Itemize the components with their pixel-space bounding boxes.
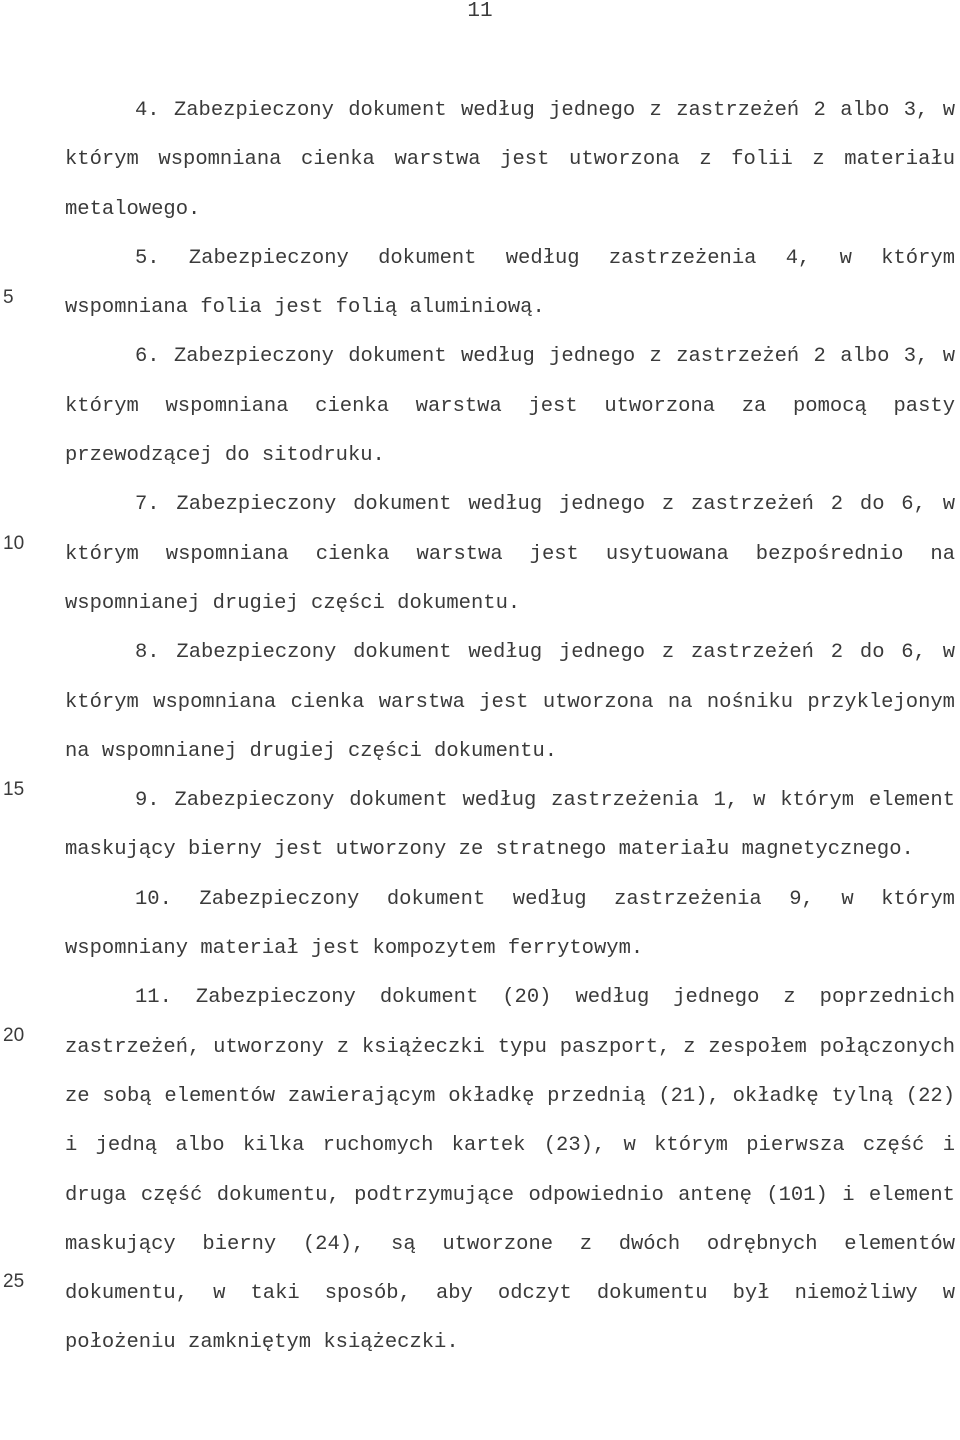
claims-list <box>65 86 955 1368</box>
claim-10: 10. Zabezpieczony dokument według zastrzeżenia 9, w którym wspomniany materiał jest kompozytem ferrytowym. <box>65 887 955 961</box>
line-number-20: 20 <box>3 1025 25 1046</box>
line-number-5: 5 <box>3 287 14 308</box>
claim-7: 7. Zabezpieczony dokument według jednego z zastrzeżeń 2 do 6, w którym wspomniana cienka warstwa jest usytuowana bezpośrednio na wspomnianej drugiej części dokumentu. <box>65 493 955 615</box>
line-number-margin <box>0 0 40 1440</box>
claim-4: 4. Zabezpieczony dokument według jednego z zastrzeżeń 2 albo 3, w którym wspomniana cienka warstwa jest utworzona z folii z materiału metalowego. <box>65 99 955 221</box>
claim-9: 9. Zabezpieczony dokument według zastrzeżenia 1, w którym element maskujący bierny jest utworzony ze stratnego materiału magnetycznego. <box>65 789 955 862</box>
claim-11: 11. Zabezpieczony dokument (20) według jednego z poprzednich zastrzeżeń, utworzony z książeczki typu paszport, z zespołem połączonych ze sobą elementów zawierającym okładkę przednią (21), okładkę tylną (22) i jedną albo kilka ruchomych kartek (23), w którym pierwsza część i druga część dokumentu, podtrzymujące odpowiednio antenę (101) i element maskujący bierny (24), są utworzone z dwóch odrębnych elementów dokumentu, w taki sposób, aby odczyt dokumentu był niemożliwy w położeniu zamkniętym książeczki. <box>65 986 955 1355</box>
claim-8: 8. Zabezpieczony dokument według jednego z zastrzeżeń 2 do 6, w którym wspomniana cienka warstwa jest utworzona na nośniku przyklejonym na wspomnianej drugiej części dokumentu. <box>65 641 955 763</box>
line-number-10: 10 <box>3 533 25 554</box>
line-number-25: 25 <box>3 1271 25 1292</box>
page-number: 11 <box>467 0 493 23</box>
claim-5: 5. Zabezpieczony dokument według zastrzeżenia 4, w którym wspomniana folia jest folią aluminiową. <box>65 246 955 320</box>
line-number-15: 15 <box>3 779 25 800</box>
claim-6: 6. Zabezpieczony dokument według jednego z zastrzeżeń 2 albo 3, w którym wspomniana cienka warstwa jest utworzona za pomocą pasty przewodzącej do sitodruku. <box>65 345 955 468</box>
